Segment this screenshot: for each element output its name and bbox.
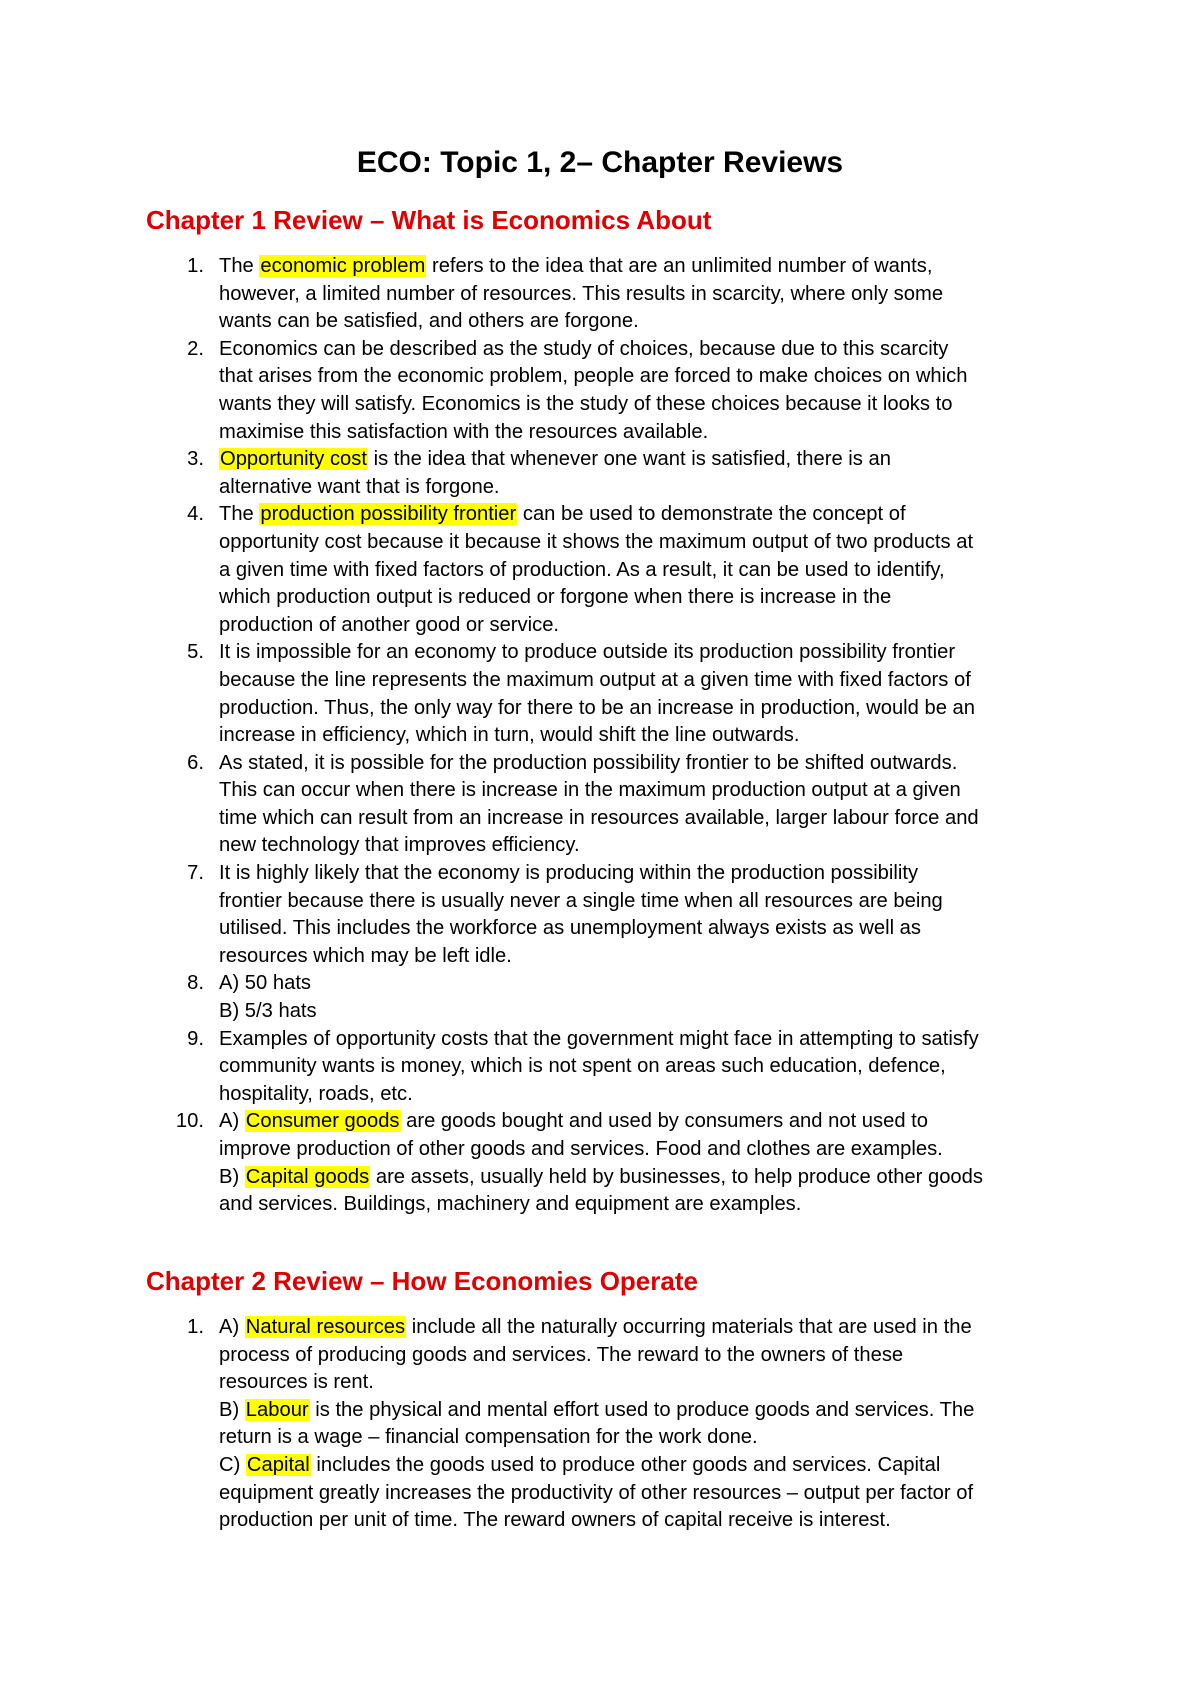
list-item	[146, 750, 1076, 860]
text-line	[219, 446, 1076, 474]
text-line	[219, 639, 1076, 667]
list-item-number: 1.	[187, 1316, 204, 1338]
text-segment: It is highly likely that the economy is producing within the production possibility	[219, 862, 919, 885]
text-segment: and services. Buildings, machinery and equipment are examples.	[219, 1193, 802, 1216]
highlighted-term: economic problem	[260, 255, 426, 277]
list-item	[146, 1108, 1076, 1218]
highlighted-term: Capital goods	[245, 1165, 370, 1188]
highlighted-term: Opportunity cost	[220, 448, 367, 471]
text-line	[219, 1314, 1076, 1342]
text-line	[219, 1342, 1076, 1370]
text-line	[219, 860, 1076, 888]
text-line	[219, 1026, 1076, 1054]
text-segment: B)	[219, 1165, 245, 1188]
text-segment: a given time with fixed factors of production. As a result, it can be used to identify,	[219, 558, 945, 581]
document-title: ECO: Topic 1, 2– Chapter Reviews	[356, 146, 844, 179]
text-segment: utilised. This includes the workforce as unemployment always exists as well as	[219, 917, 922, 940]
text-segment: As stated, it is possible for the production possibility frontier to be shifted outwards.	[219, 751, 958, 774]
text-segment: increase in efficiency, which in turn, would shift the line outwards.	[219, 724, 800, 747]
text-segment: improve production of other goods and services. Food and clothes are examples.	[219, 1138, 943, 1160]
text-segment: The	[219, 503, 260, 526]
text-segment: B) 5/3 hats	[219, 1000, 317, 1023]
list-item	[146, 336, 1076, 446]
text-line	[219, 1480, 1076, 1508]
highlighted-term: Consumer goods	[245, 1110, 400, 1133]
text-line	[219, 667, 1076, 695]
highlighted-term: production possibility frontier	[260, 503, 517, 526]
list-item	[146, 1026, 1076, 1109]
text-segment: A) 50 hats	[219, 972, 312, 995]
text-line	[219, 695, 1076, 723]
text-segment: A)	[219, 1110, 245, 1133]
text-line	[219, 281, 1076, 309]
text-line	[219, 391, 1076, 419]
text-line	[219, 584, 1076, 612]
text-line	[219, 1108, 1076, 1136]
list-item	[146, 446, 1076, 501]
text-segment: are assets, usually held by businesses, to help produce other goods	[370, 1165, 983, 1188]
text-line	[219, 805, 1076, 833]
text-segment: is the idea that whenever one want is satisfied, there is an	[368, 448, 891, 471]
text-line	[219, 557, 1076, 585]
text-line	[219, 529, 1076, 557]
text-line	[219, 1369, 1076, 1397]
text-line	[219, 1452, 1076, 1480]
text-line	[219, 832, 1076, 860]
text-segment: community wants is money, which is not spent on areas such education, defence,	[219, 1055, 946, 1078]
highlighted-term: Natural resources	[245, 1316, 406, 1338]
list-item	[146, 501, 1076, 639]
chapter-2-review-list	[146, 1314, 1076, 1535]
text-line	[219, 888, 1076, 916]
text-line	[219, 1507, 1076, 1535]
list-item-number: 2.	[187, 337, 204, 360]
text-segment: hospitality, roads, etc.	[219, 1082, 413, 1105]
list-item-number: 9.	[187, 1027, 204, 1050]
text-segment: This can occur when there is increase in the maximum production output at a given	[219, 779, 961, 802]
text-segment: that arises from the economic problem, people are forced to make choices on which	[219, 365, 968, 388]
text-line	[219, 970, 1076, 998]
text-line	[219, 419, 1076, 447]
text-segment: alternative want that is forgone.	[219, 475, 500, 498]
chapter-2-heading: Chapter 2 Review – How Economies Operate	[146, 1266, 698, 1296]
text-line	[219, 1081, 1076, 1109]
list-item-number: 6.	[187, 751, 204, 774]
list-item-number: 7.	[187, 862, 204, 885]
text-segment: time which can result from an increase in resources available, larger labour force and	[219, 806, 979, 829]
text-segment: resources is rent.	[219, 1371, 374, 1394]
text-segment: can be used to demonstrate the concept of	[517, 503, 906, 526]
text-line	[219, 612, 1076, 640]
text-segment: resources which may be left idle.	[219, 944, 512, 967]
text-line	[219, 777, 1076, 805]
chapter-1-heading: Chapter 1 Review – What is Economics About	[146, 205, 712, 235]
chapter-1-review-list	[146, 253, 1076, 1219]
text-segment: however, a limited number of resources. This results in scarcity, where only some	[219, 282, 944, 305]
text-segment: It is impossible for an economy to produce outside its production possibility frontier	[219, 641, 956, 664]
text-segment: includes the goods used to produce other goods and services. Capital	[310, 1453, 941, 1476]
list-item-number: 10.	[175, 1110, 204, 1133]
text-segment: maximise this satisfaction with the resources available.	[219, 420, 709, 443]
text-segment: opportunity cost because it because it shows the maximum output of two products at	[219, 530, 974, 553]
list-item	[146, 860, 1076, 970]
text-segment: production of another good or service.	[219, 613, 560, 636]
text-line	[219, 998, 1076, 1026]
text-line	[219, 1397, 1076, 1425]
text-segment: C)	[219, 1453, 246, 1476]
text-segment: frontier because there is usually never a single time when all resources are being	[219, 889, 943, 912]
highlighted-term: Capital	[246, 1453, 310, 1476]
text-segment: are goods bought and used by consumers and not used to	[400, 1110, 929, 1133]
text-line	[219, 722, 1076, 750]
text-segment: The	[219, 255, 260, 277]
text-segment: is the physical and mental effort used to produce goods and services. The	[309, 1398, 975, 1421]
text-segment: production per unit of time. The reward owners of capital receive is interest.	[219, 1509, 891, 1532]
text-line	[219, 308, 1076, 336]
list-item	[146, 1314, 1076, 1535]
text-segment: equipment greatly increases the productivity of other resources – output per factor of	[219, 1481, 974, 1504]
text-line	[219, 253, 1076, 281]
text-line	[219, 915, 1076, 943]
list-item-number: 8.	[187, 972, 204, 995]
text-segment: refers to the idea that are an unlimited number of wants,	[426, 255, 933, 277]
text-line	[219, 1424, 1076, 1452]
text-segment: which production output is reduced or forgone when there is increase in the	[219, 586, 892, 609]
text-line	[219, 1136, 1076, 1164]
text-line	[219, 1164, 1076, 1192]
text-line	[219, 1053, 1076, 1081]
text-line	[219, 1191, 1076, 1219]
list-item	[146, 639, 1076, 749]
text-line	[219, 750, 1076, 778]
list-item-number: 5.	[187, 641, 204, 664]
text-segment: wants they will satisfy. Economics is the study of these choices because it looks to	[219, 392, 953, 415]
text-segment: A)	[219, 1316, 245, 1338]
list-item	[146, 253, 1076, 336]
text-segment: B)	[219, 1398, 245, 1421]
text-line	[219, 474, 1076, 502]
text-segment: process of producing goods and services. The reward to the owners of these	[219, 1343, 904, 1366]
text-segment: production. Thus, the only way for there to be an increase in production, would be an	[219, 696, 976, 719]
list-item-number: 4.	[187, 503, 204, 526]
text-segment: Examples of opportunity costs that the government might face in attempting to satisfy	[219, 1027, 979, 1050]
highlighted-term: Labour	[245, 1398, 309, 1421]
text-segment: include all the naturally occurring materials that are used in the	[406, 1316, 972, 1338]
text-line	[219, 943, 1076, 971]
text-segment: because the line represents the maximum output at a given time with fixed factors of	[219, 668, 971, 691]
list-item-number: 3.	[187, 448, 204, 471]
text-segment: wants can be satisfied, and others are forgone.	[219, 310, 639, 333]
list-item	[146, 970, 1076, 1025]
text-segment: new technology that improves efficiency.	[219, 834, 580, 857]
list-item-number: 1.	[187, 255, 204, 277]
text-segment: return is a wage – financial compensation for the work done.	[219, 1426, 758, 1449]
text-line	[219, 363, 1076, 391]
text-line	[219, 501, 1076, 529]
text-line	[219, 336, 1076, 364]
text-segment: Economics can be described as the study of choices, because due to this scarcity	[219, 337, 949, 360]
